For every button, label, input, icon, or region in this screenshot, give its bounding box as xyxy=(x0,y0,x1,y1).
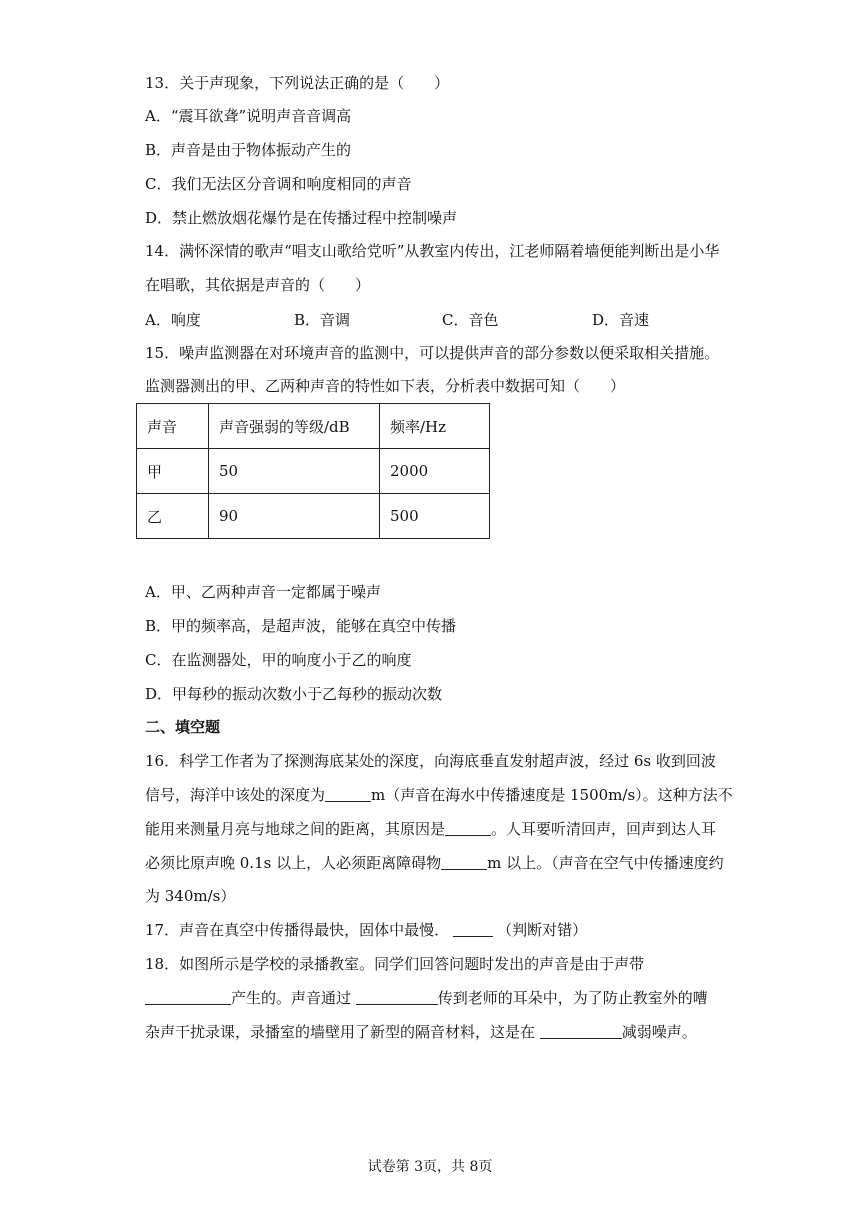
table-header-cell: 声音 xyxy=(137,404,209,449)
q16-line4-text-a: 必须比原声晚 0.1s 以上，人必须距离障碍物 xyxy=(145,854,442,872)
q18-line3 xyxy=(145,1022,697,1042)
sound-data-table xyxy=(136,403,490,539)
q17-line xyxy=(145,920,587,940)
q16-line2-text-a: 信号，海洋中该处的深度为 xyxy=(145,786,326,804)
table-row xyxy=(137,449,490,494)
table-header-cell: 频率/Hz xyxy=(380,404,490,449)
q13-option-b: B．声音是由于物体振动产生的 xyxy=(145,141,352,159)
table-cell: 90 xyxy=(209,494,380,539)
q16-line2-text-b: m（声音在海水中传播速度是 1500m/s）。这种方法不 xyxy=(371,786,733,804)
answer-blank[interactable] xyxy=(441,854,487,870)
q16-line5: 为 340m/s） xyxy=(145,887,236,905)
q16-line3-text-a: 能用来测量月亮与地球之间的距离，其原因是 xyxy=(145,820,446,838)
q16-line1: 16．科学工作者为了探测海底某处的深度，向海底垂直发射超声波，经过 6s 收到回波 xyxy=(145,752,716,770)
answer-blank[interactable] xyxy=(325,786,371,802)
q17-text-a: 17．声音在真空中传播得最快，固体中最慢． xyxy=(145,921,450,939)
q16-line4 xyxy=(145,853,724,873)
table-header-row xyxy=(137,404,490,449)
q15-stem-line2: 监测器测出的甲、乙两种声音的特性如下表，分析表中数据可知（ ） xyxy=(145,377,626,395)
q13-option-a: A．“震耳欲聋”说明声音音调高 xyxy=(145,107,352,125)
answer-blank[interactable] xyxy=(453,921,493,937)
q14-stem-line2: 在唱歌，其依据是声音的（ ） xyxy=(145,276,371,294)
answer-blank[interactable] xyxy=(145,989,231,1005)
q14-stem-line1: 14．满怀深情的歌声“唱支山歌给党听”从教室内传出，江老师隔着墙便能判断出是小华 xyxy=(145,242,720,260)
q16-line2 xyxy=(145,785,733,805)
answer-blank[interactable] xyxy=(445,820,491,836)
q16-line3-text-b: 。人耳要听清回声，回声到达人耳 xyxy=(491,820,717,838)
q16-line3 xyxy=(145,819,716,839)
q18-line2-text-b: 传到老师的耳朵中，为了防止教室外的嘈 xyxy=(437,989,708,1007)
q18-line1: 18．如图所示是学校的录播教室。同学们回答问题时发出的声音是由于声带 xyxy=(145,955,645,973)
table-cell: 甲 xyxy=(137,449,209,494)
table-cell: 50 xyxy=(209,449,380,494)
q14-option-b: B．音调 xyxy=(294,311,351,329)
table-header-cell: 声音强弱的等级/dB xyxy=(209,404,380,449)
q13-option-c: C．我们无法区分音调和响度相同的声音 xyxy=(145,175,412,193)
table-cell: 2000 xyxy=(380,449,490,494)
q13-stem: 13．关于声现象，下列说法正确的是（ ） xyxy=(145,74,450,92)
q14-option-a: A．响度 xyxy=(145,311,201,329)
answer-blank[interactable] xyxy=(540,1023,622,1039)
q15-stem-line1: 15．噪声监测器在对环境声音的监测中，可以提供声音的部分参数以便采取相关措施。 xyxy=(145,344,720,362)
answer-blank[interactable] xyxy=(356,989,438,1005)
table-cell: 乙 xyxy=(137,494,209,539)
table-cell: 500 xyxy=(380,494,490,539)
q18-line2 xyxy=(145,988,708,1008)
q16-line4-text-b: m 以上。（声音在空气中传播速度约 xyxy=(487,854,724,872)
q15-option-c: C．在监测器处，甲的响度小于乙的响度 xyxy=(145,651,412,669)
q18-line3-text-b: 减弱噪声。 xyxy=(621,1023,697,1041)
q15-option-a: A．甲、乙两种声音一定都属于噪声 xyxy=(145,583,381,601)
page-number: 试卷第 3页，共 8页 xyxy=(367,1159,493,1175)
q17-text-b: （判断对错） xyxy=(497,921,588,939)
q15-option-b: B．甲的频率高，是超声波，能够在真空中传播 xyxy=(145,617,457,635)
q13-option-d: D．禁止燃放烟花爆竹是在传播过程中控制噪声 xyxy=(145,209,458,227)
q14-options xyxy=(145,310,745,330)
table-row xyxy=(137,494,490,539)
q14-option-d: D．音速 xyxy=(592,311,650,329)
q18-line3-text-a: 杂声干扰录课，录播室的墙壁用了新型的隔音材料，这是在 xyxy=(145,1023,540,1041)
q18-line2-text-a: 产生的。声音通过 xyxy=(231,989,356,1007)
q14-option-c: C．音色 xyxy=(442,311,499,329)
q15-option-d: D．甲每秒的振动次数小于乙每秒的振动次数 xyxy=(145,685,443,703)
section-title: 二、填空题 xyxy=(145,718,221,736)
